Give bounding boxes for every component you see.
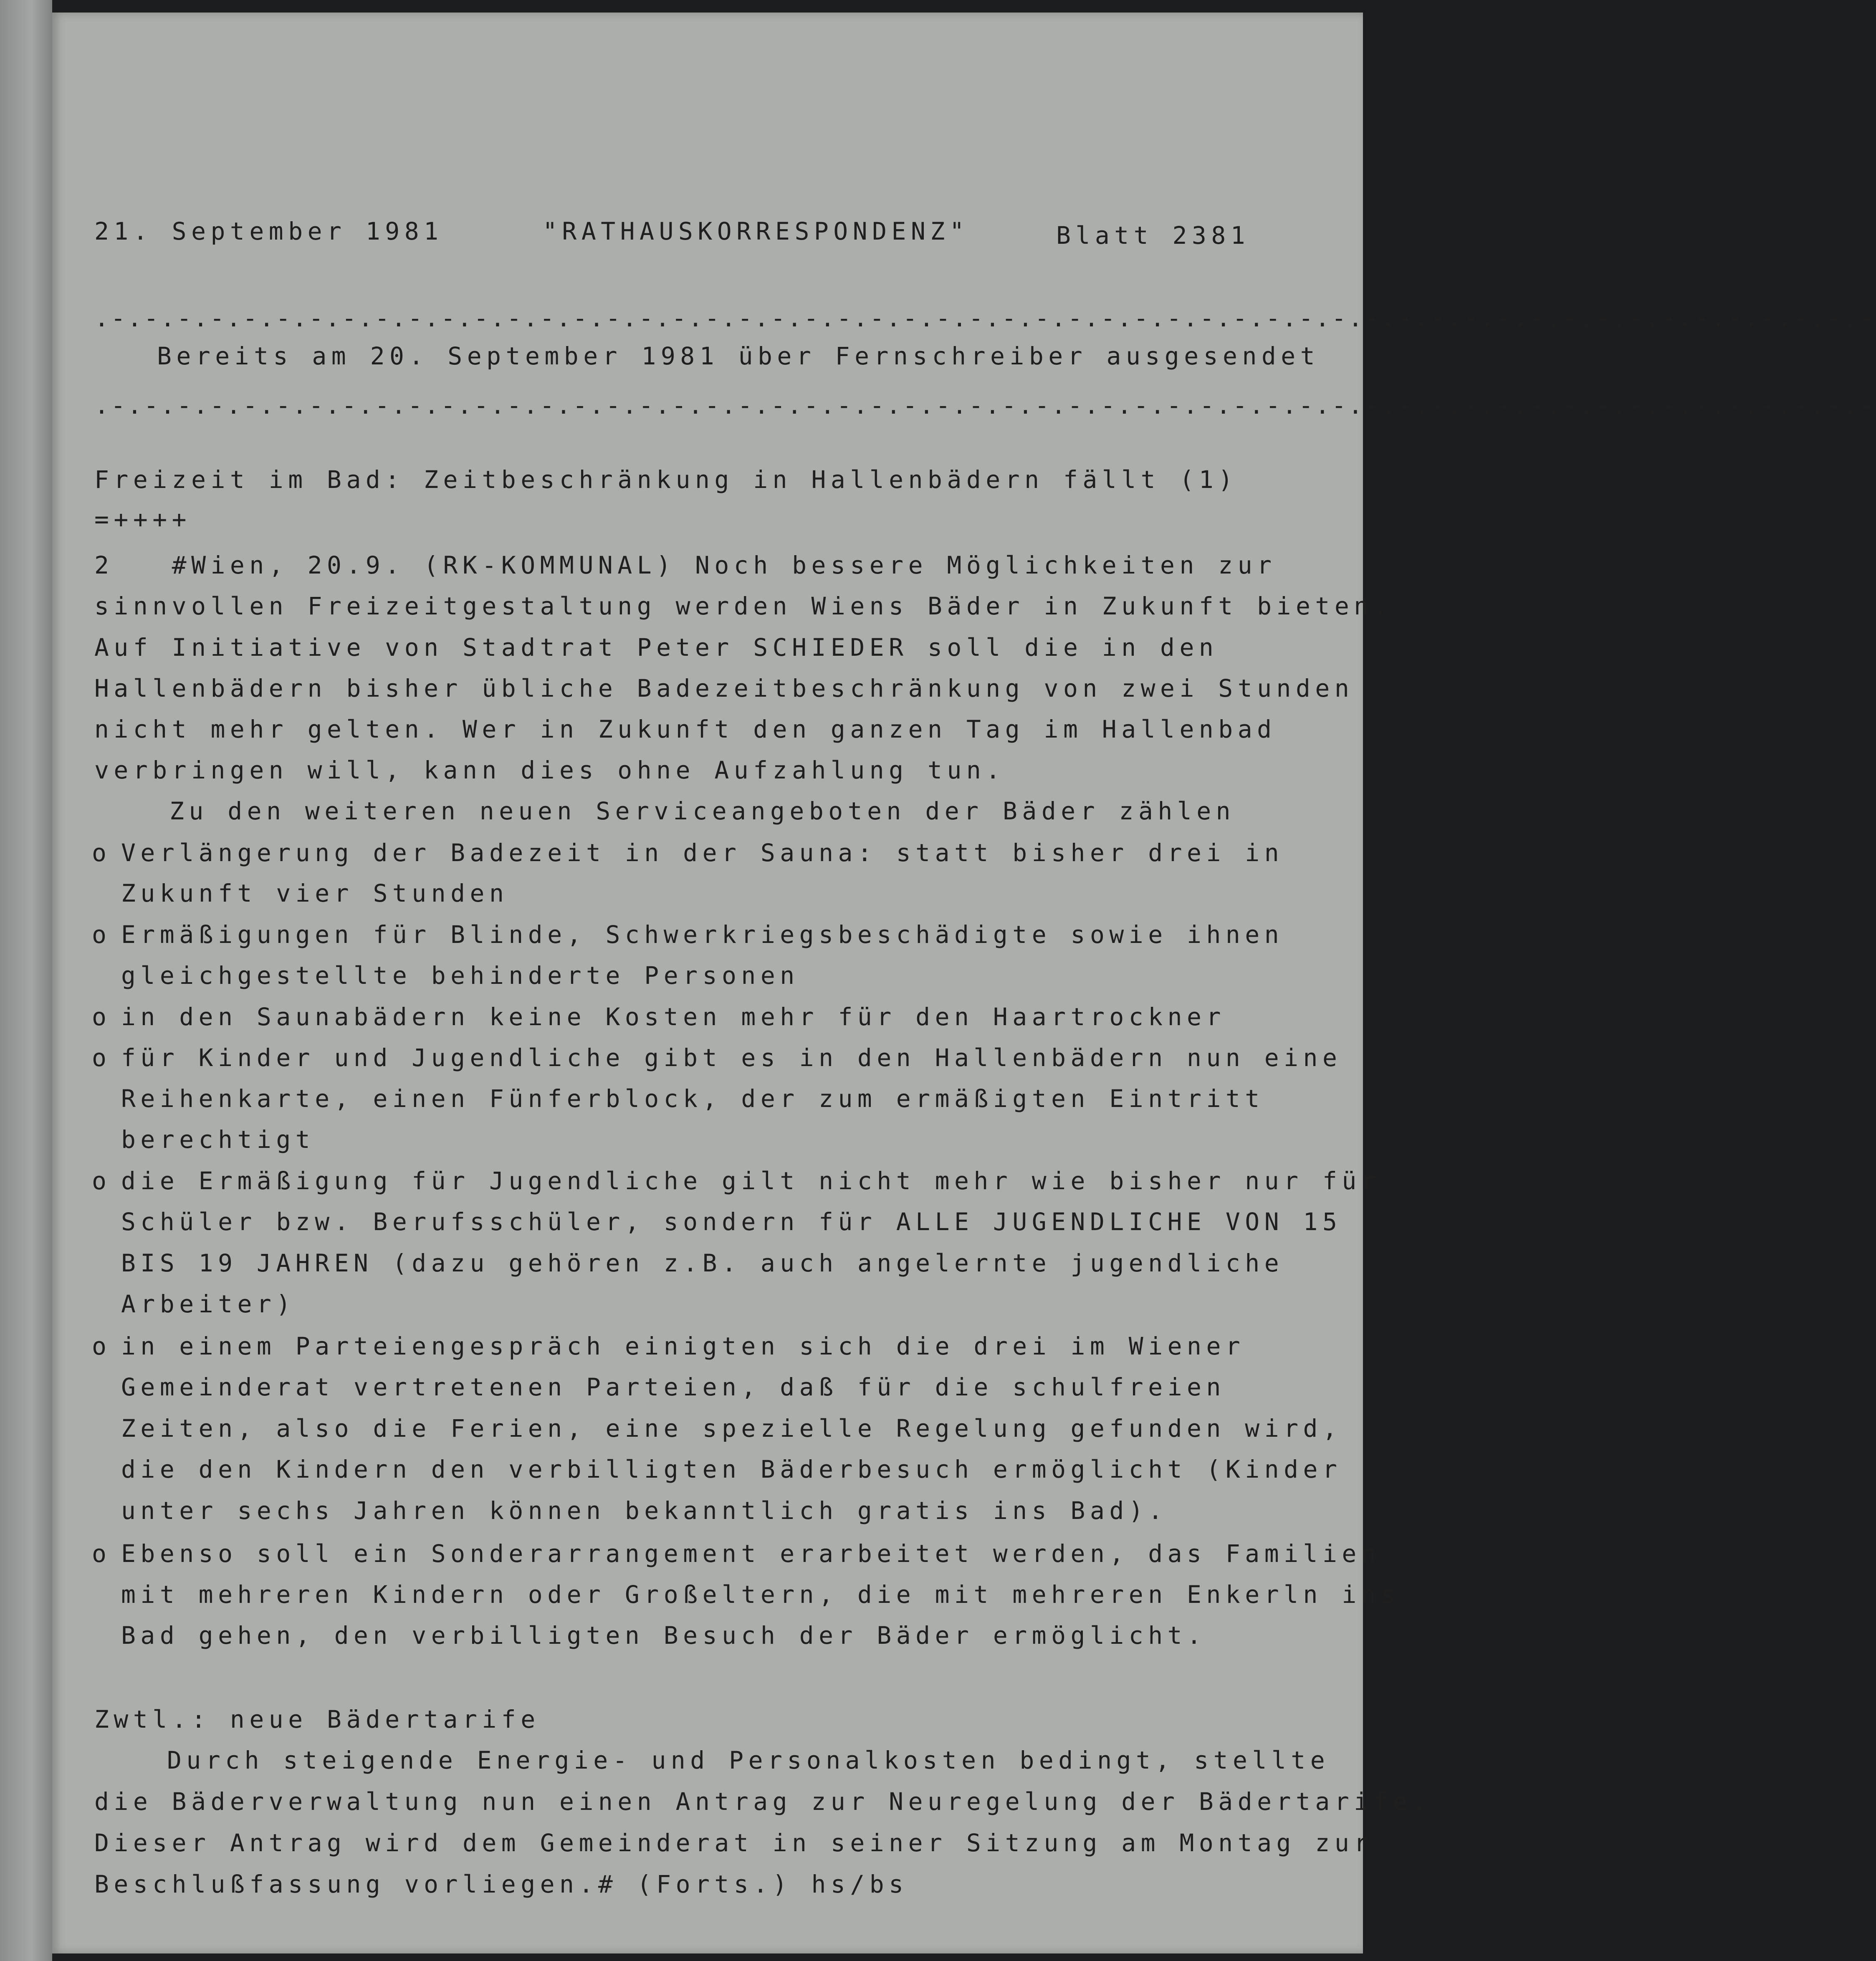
separator-top: .-.-.-.-.-.-.-.-.-.-.-.-.-.-.-.-.-.-.-.-.-.-.-.-.-.-.-.-.-.-.-.-.-.-.-.-.-.-.-.-.-.-.-.-.-.-.-.-.-.-.-.-.-.- bbox=[94, 304, 1876, 332]
bullet-line: Bad gehen, den verbilligten Besuch der Bäder ermöglicht. bbox=[121, 1621, 1206, 1650]
bullet-line: Zeiten, also die Ferien, eine spezielle Regelung gefunden wird, bbox=[121, 1414, 1342, 1443]
bullet-marker: o bbox=[92, 839, 111, 867]
bullet-line: Reihenkarte, einen Fünferblock, der zum ermäßigten Eintritt bbox=[121, 1084, 1264, 1113]
bullet-line: Gemeinderat vertretenen Parteien, daß für die schulfreien bbox=[121, 1373, 1226, 1401]
bullet-marker: o bbox=[92, 1003, 111, 1031]
bullet-line: die den Kindern den verbilligten Bäderbesuch ermöglicht (Kinder bbox=[121, 1455, 1342, 1483]
bullet-line: Ebenso soll ein Sonderarrangement erarbeitet werden, das Familien bbox=[121, 1539, 1381, 1568]
header-sheet: Blatt 2381 bbox=[1056, 221, 1250, 250]
background-strip bbox=[1363, 0, 1380, 1961]
header-publication: "RATHAUSKORRESPONDENZ" bbox=[543, 217, 969, 245]
bullet-marker: o bbox=[92, 1044, 111, 1072]
bullet-line: Verlängerung der Badezeit in der Sauna: statt bisher drei in bbox=[121, 839, 1284, 867]
notice-text: Bereits am 20. September 1981 über Fernschreiber ausgesendet bbox=[157, 342, 1320, 370]
previous-page-edge bbox=[0, 0, 52, 1961]
subsection-line: Beschlußfassung vorliegen.# (Forts.) hs/bs bbox=[94, 1870, 908, 1898]
article-line: verbringen will, kann dies ohne Aufzahlung tun. bbox=[94, 756, 1005, 784]
bullet-marker: o bbox=[92, 1539, 111, 1568]
bullet-line: in den Saunabädern keine Kosten mehr für den Haartrockner bbox=[121, 1003, 1226, 1031]
bullet-marker: o bbox=[92, 1167, 111, 1195]
bullet-line: Zukunft vier Stunden bbox=[121, 879, 509, 907]
bullet-line: gleichgestellte behinderte Personen bbox=[121, 961, 799, 990]
article-line: sinnvollen Freizeitgestaltung werden Wiens Bäder in Zukunft bieten. bbox=[94, 592, 1393, 620]
article-line: Zu den weiteren neuen Serviceangeboten der Bäder zählen bbox=[169, 797, 1236, 825]
bullet-line: berechtigt bbox=[121, 1125, 315, 1154]
article-line: 2 #Wien, 20.9. (RK-KOMMUNAL) Noch bessere Möglichkeiten zur bbox=[94, 551, 1277, 579]
subsection-line: die Bäderverwaltung nun einen Antrag zur Neuregelung der Bädertarife. bbox=[94, 1787, 1431, 1816]
bullet-line: Schüler bzw. Berufsschüler, sondern für ALLE JUGENDLICHE VON 15 bbox=[121, 1208, 1342, 1236]
bullet-line: Ermäßigungen für Blinde, Schwerkriegsbeschädigte sowie ihnen bbox=[121, 920, 1284, 949]
subsection-line: Durch steigende Energie- und Personalkosten bedingt, stellte bbox=[167, 1746, 1330, 1774]
bullet-marker: o bbox=[92, 1332, 111, 1360]
bullet-line: in einem Parteiengespräch einigten sich die drei im Wiener bbox=[121, 1332, 1245, 1360]
bullet-line: BIS 19 JAHREN (dazu gehören z.B. auch angelernte jugendliche bbox=[121, 1249, 1284, 1277]
bullet-line: Arbeiter) bbox=[121, 1290, 296, 1318]
subsection-heading: Zwtl.: neue Bädertarife bbox=[94, 1705, 540, 1734]
bullet-line: die Ermäßigung für Jugendliche gilt nicht mehr wie bisher nur für bbox=[121, 1167, 1381, 1195]
bullet-marker: o bbox=[92, 920, 111, 949]
article-title-mark: =++++ bbox=[94, 505, 192, 533]
bullet-line: mit mehreren Kindern oder Großeltern, die mit mehreren Enkerln ins bbox=[121, 1580, 1400, 1609]
separator-bottom: .-.-.-.-.-.-.-.-.-.-.-.-.-.-.-.-.-.-.-.-.-.-.-.-.-.-.-.-.-.-.-.-.-.-.-.-.-.-.-.-.-.-.-.-.-.-.-.-.-.-.-.-.-.- bbox=[94, 391, 1876, 419]
subsection-line: Dieser Antrag wird dem Gemeinderat in seiner Sitzung am Montag zur bbox=[94, 1829, 1373, 1857]
article-line: Hallenbädern bisher übliche Badezeitbeschränkung von zwei Stunden bbox=[94, 674, 1354, 703]
header-date: 21. September 1981 bbox=[94, 217, 443, 245]
article-title: Freizeit im Bad: Zeitbeschränkung in Hallenbädern fällt (1) bbox=[94, 465, 1238, 494]
bullet-line: unter sechs Jahren können bekanntlich gratis ins Bad). bbox=[121, 1496, 1168, 1525]
article-line: Auf Initiative von Stadtrat Peter SCHIEDER soll die in den bbox=[94, 633, 1219, 662]
article-line: nicht mehr gelten. Wer in Zukunft den ganzen Tag im Hallenbad bbox=[94, 715, 1277, 743]
bullet-line: für Kinder und Jugendliche gibt es in den Hallenbädern nun eine bbox=[121, 1044, 1342, 1072]
